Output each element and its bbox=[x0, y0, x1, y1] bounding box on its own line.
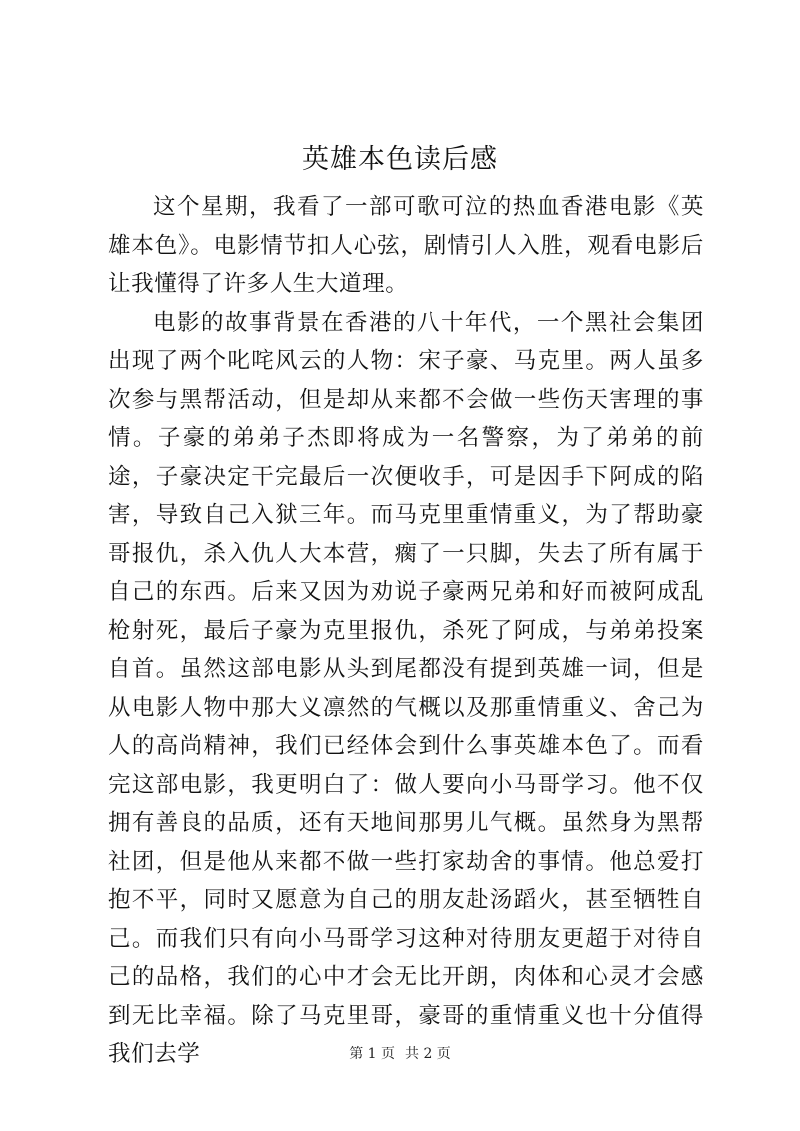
paragraph-story: 电影的故事背景在香港的八十年代，一个黑社会集团出现了两个叱咤风云的人物：宋子豪、马克里。两人虽多次参与黑帮活动，但是却从来都不会做一些伤天害理的事情。子豪的弟弟子杰即将成为一名警察，为了弟弟的前途，子豪决定干完最后一次便收手，可是因手下阿成的陷害，导致自己入狱三年。而马克里重情重义，为了帮助豪哥报仇，杀入仇人大本营，瘸了一只脚，失去了所有属于自己的东西。后来又因为劝说子豪两兄弟和好而被阿成乱枪射死，最后子豪为克里报仇，杀死了阿成，与弟弟投案自首。虽然这部电影从头到尾都没有提到英雄一词，但是从电影人物中那大义凛然的气概以及那重情重义、舍己为人的高尚精神，我们已经体会到什么事英雄本色了。而看完这部电影，我更明白了：做人要向小马哥学习。他不仅拥有善良的品质，还有天地间那男儿气概。虽然身为黑帮社团，但是他从来都不做一些打家劫舍的事情。他总爱打抱不平，同时又愿意为自己的朋友赴汤蹈火，甚至牺牲自己。而我们只有向小马哥学习这种对待朋友更超于对待自己的品格，我们的心中才会无比开朗，肉体和心灵才会感到无比幸福。除了马克里哥，豪哥的重情重义也十分值得我们去学 bbox=[108, 309, 704, 1067]
document-title: 英雄本色读后感 bbox=[302, 144, 498, 175]
document-body bbox=[108, 188, 704, 1074]
page-number-total: 共 2 页 bbox=[405, 1046, 451, 1062]
page-footer bbox=[0, 1044, 800, 1064]
page-number-current: 第 1 页 bbox=[349, 1046, 395, 1062]
paragraph-intro: 这个星期，我看了一部可歌可泣的热血香港电影《英雄本色》。电影情节扣人心弦，剧情引人入胜，观看电影后让我懂得了许多人生大道理。 bbox=[108, 194, 704, 297]
